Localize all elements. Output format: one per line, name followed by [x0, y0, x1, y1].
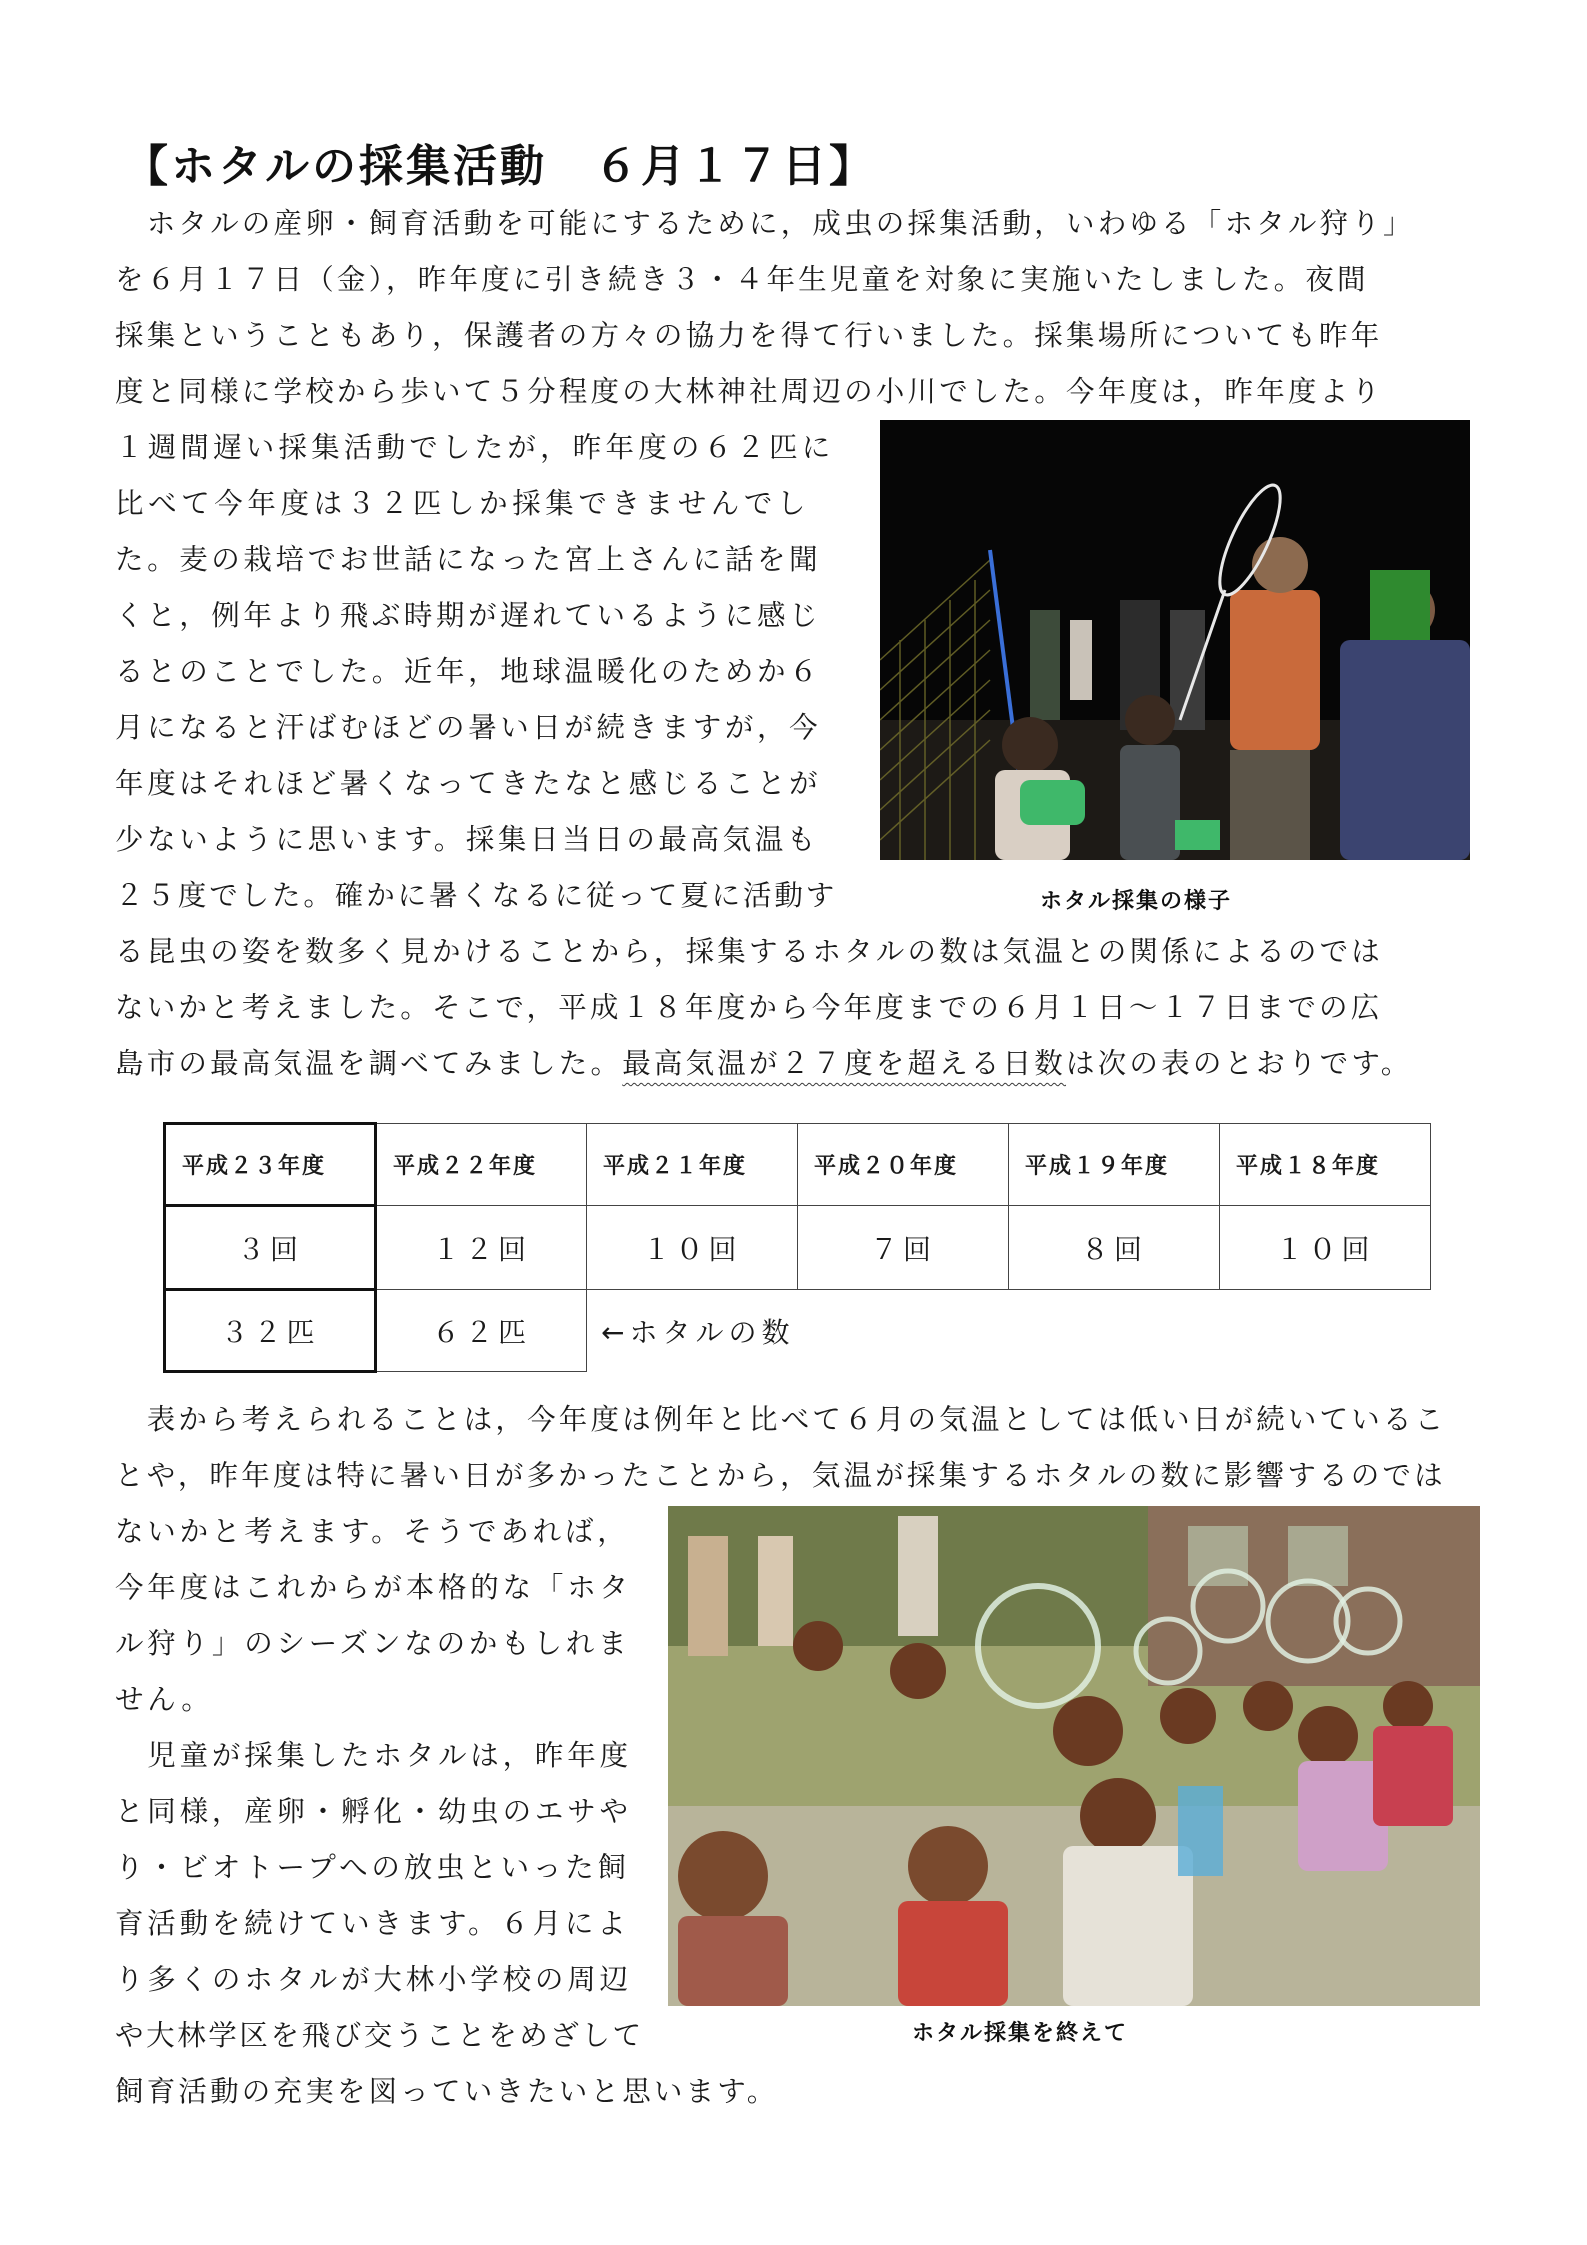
table-header-cell: 平成１８年度: [1220, 1124, 1431, 1206]
side2-line-7: り・ビオトープへの放虫といった飼: [115, 1851, 630, 1884]
side2-line-2: 今年度はこれからが本格的な「ホタ: [115, 1571, 632, 1604]
temperature-days-table: [163, 1122, 1431, 1373]
side2-line-1: ないかと考えます。そうであれば，: [115, 1515, 630, 1548]
table-cell: ８回: [1009, 1206, 1220, 1290]
side-line-5: るとのことでした。近年，地球温暖化のためか６: [115, 655, 822, 688]
table-header-cell: 平成２０年度: [798, 1124, 1009, 1206]
table-cell: ６２匹: [376, 1290, 587, 1372]
table-header-cell: 平成１９年度: [1009, 1124, 1220, 1206]
table-firefly-row: [165, 1290, 1431, 1372]
side2-line-6: と同様，産卵・孵化・幼虫のエサや: [115, 1795, 632, 1828]
photo2-caption: ホタル採集を終えて: [912, 2021, 1129, 2046]
side-line-2: 比べて今年度は３２匹しか採集できませんでし: [115, 487, 811, 520]
final-line: 飼育活動の充実を図っていきたいと思います。: [115, 2075, 779, 2108]
side2-line-3: ル狩り」のシーズンなのかもしれま: [115, 1627, 631, 1660]
table-cell: １０回: [1220, 1206, 1431, 1290]
side-line-7: 年度はそれほど暑くなってきたなと感じることが: [115, 767, 822, 800]
firefly-count-note: ←ホタルの数: [601, 1315, 795, 1349]
side2-line-10: や大林学区を飛び交うことをめざして: [115, 2019, 644, 2052]
side-line-3: た。麦の栽培でお世話になった宮上さんに話を聞: [115, 543, 822, 576]
table-cell: ７回: [798, 1206, 1009, 1290]
underlined-phrase: 最高気温が２７度を超える日数: [622, 1047, 1067, 1080]
firefly-collection-photo: [880, 420, 1470, 860]
side2-line-5: 児童が採集したホタルは，昨年度: [115, 1739, 632, 1772]
after-table-line-2: とや，昨年度は特に暑い日が多かったことから，気温が採集するホタルの数に影響するのでは: [115, 1459, 1446, 1492]
intro-line-2: を６月１７日（金），昨年度に引き続き３・４年生児童を対象に実施いたしました。夜間: [115, 263, 1369, 296]
intro-line-1: ホタルの産卵・飼育活動を可能にするために，成虫の採集活動，いわゆる「ホタル狩り」: [115, 207, 1415, 240]
intro-line-4: 度と同様に学校から歩いて５分程度の大林神社周辺の小川でした。今年度は，昨年度より: [115, 375, 1384, 408]
table-cell: ３回: [165, 1206, 376, 1290]
side2-line-9: り多くのホタルが大林小学校の周辺: [115, 1963, 632, 1996]
side2-line-8: 育活動を続けていきます。６月によ: [115, 1907, 630, 1940]
table-header-cell: 平成２３年度: [165, 1124, 376, 1206]
full-line-1: る昆虫の姿を数多く見かけることから，採集するホタルの数は気温との関係によるのでは: [115, 935, 1384, 968]
firefly-group-photo: [668, 1506, 1480, 2006]
group-photo-icon: [668, 1506, 1480, 2006]
side-line-9: ２５度でした。確かに暑くなるに従って夏に活動す: [115, 879, 838, 912]
after-table-line-1: 表から考えられることは，今年度は例年と比べて６月の気温としては低い日が続いているこ: [115, 1403, 1447, 1436]
table-count-row: [165, 1206, 1431, 1290]
table-cell: １２回: [376, 1206, 587, 1290]
side-line-8: 少ないように思います。採集日当日の最高気温も: [115, 823, 819, 856]
table-header-cell: 平成２１年度: [587, 1124, 798, 1206]
photo1-caption: ホタル採集の様子: [1040, 889, 1233, 914]
full-line-2: ないかと考えました。そこで，平成１８年度から今年度までの６月１日～１７日までの広: [115, 991, 1383, 1024]
side2-line-4: せん。: [115, 1683, 214, 1716]
full-line-3-suffix: は次の表のとおりです。: [1066, 1047, 1413, 1080]
intro-line-3: 採集ということもあり，保護者の方々の協力を得て行いました。採集場所についても昨年: [115, 319, 1383, 352]
full-line-3: [115, 1044, 1412, 1084]
page-title: 【ホタルの採集活動 ６月１７日】: [124, 141, 876, 192]
side-line-6: 月になると汗ばむほどの暑い日が続きますが，今: [115, 711, 822, 744]
full-line-3-prefix: 島市の最高気温を調べてみました。: [115, 1047, 623, 1080]
table-header-row: [165, 1124, 1431, 1206]
table-cell: １０回: [587, 1206, 798, 1290]
table-header-cell: 平成２２年度: [376, 1124, 587, 1206]
table-cell: ３２匹: [165, 1290, 376, 1372]
night-collection-icon: [880, 420, 1470, 860]
side-line-4: くと，例年より飛ぶ時期が遅れているように感じ: [115, 599, 822, 632]
side-line-1: １週間遅い採集活動でしたが，昨年度の６２匹に: [115, 431, 835, 464]
